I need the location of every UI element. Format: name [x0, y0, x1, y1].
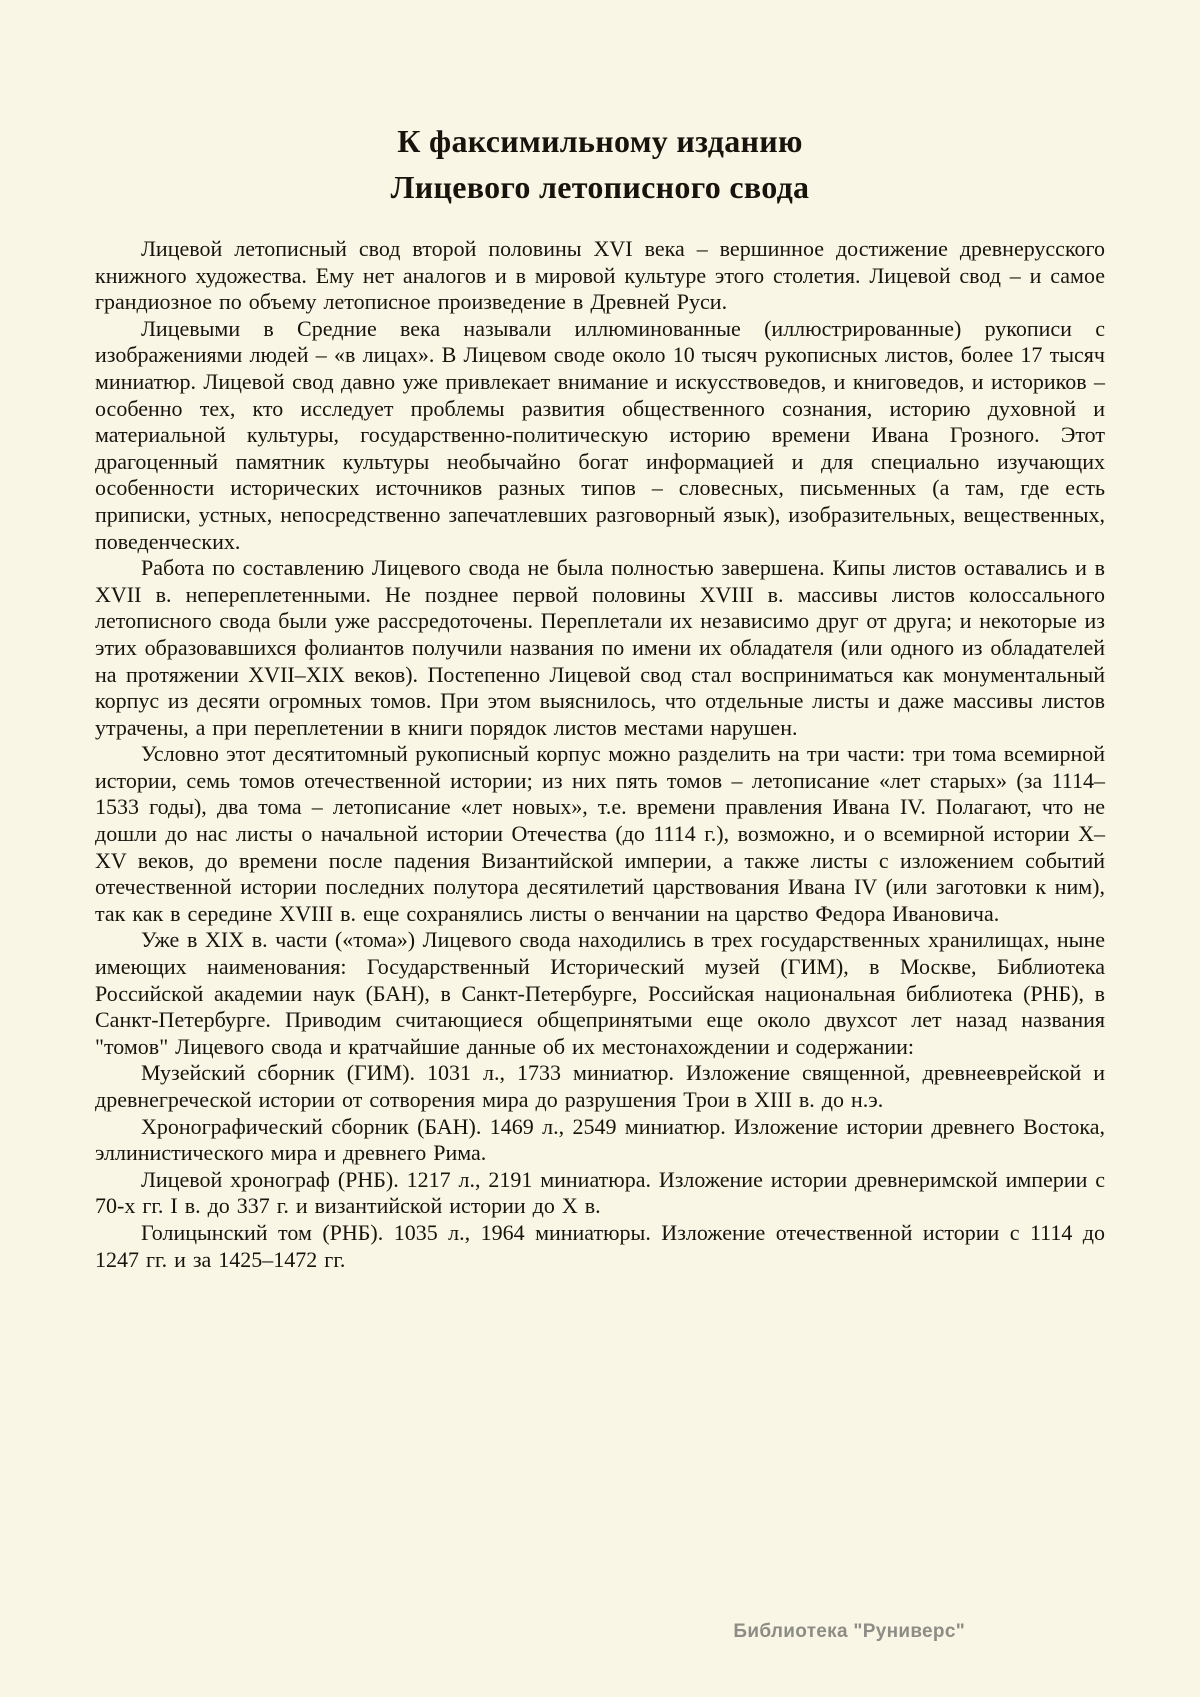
paragraph-intro: Лицевой летописный свод второй половины XVI века – вершинное достижение древнерусского книжного художества. Ему нет аналогов и в мировой культуре этого столетия. Лицевой свод – и самое грандиозное по объему летописное произведение в Древней Руси. — [95, 236, 1105, 315]
paragraph-binding-history: Работа по составлению Лицевого свода не была полностью завершена. Кипы листов оставались и в XVII в. непереплетенными. Не позднее первой половины XVIII в. массивы листов колоссального летописного свода были уже рассредоточены. Переплетали их независимо друг от друга; и некоторые из этих образовавшихся фолиантов получили названия по имени их обладателя (или одного из обладателей на протяжении XVII–XIX веков). Постепенно Лицевой свод стал восприниматься как монументальный корпус из десяти огромных томов. При этом выяснилось, что отдельные листы и даже массивы листов утрачены, а при переплетении в книги порядок листов местами нарушен. — [95, 555, 1105, 740]
library-credit: Библиотека "Руниверс" — [733, 1621, 965, 1642]
paragraph-muzeysky-sbornik: Музейский сборник (ГИМ). 1031 л., 1733 миниатюр. Изложение священной, древнееврейской и древнегреческой истории от сотворения мира до разрушения Трои в XIII в. до н.э. — [95, 1060, 1105, 1112]
page-title — [0, 0, 1200, 210]
paragraph-litsevoy-khronograf: Лицевой хронограф (РНБ). 1217 л., 2191 миниатюра. Изложение истории древнеримской империи с 70-х гг. I в. до 337 г. и византийской истории до X в. — [95, 1166, 1105, 1219]
title-line-2: Лицевого летописного свода — [390, 169, 810, 205]
paragraph-litsevye-definition: Лицевыми в Средние века называли иллюминованные (иллюстрированные) рукописи с изображениями людей – «в лицах». В Лицевом своде около 10 тысяч рукописных листов, более 17 тысяч миниатюр. Лицевой свод давно уже привлекает внимание и искусствоведов, и книговедов, и историков – особенно тех, кто исследует проблемы развития общественного сознания, историю духовной и материальной культуры, государственно-политическую историю времени Ивана Грозного. Этот драгоценный памятник культуры необычайно богат информацией и для специально изучающих особенности исторических источников разных типов – словесных, письменных (а там, где есть приписки, устных, непосредственно запечатлевших разговорный язык), изобразительных, вещественных, поведенческих. — [95, 315, 1105, 554]
paragraph-repositories: Уже в XIX в. части («тома») Лицевого свода находились в трех государственных хранилищах, ныне имеющих наименования: Государственный Исторический музей (ГИМ), в Москве, Библиотека Российской академии наук (БАН), в Санкт-Петербурге, Российская национальная библиотека (РНБ), в Санкт-Петербурге. Приводим считающиеся общепринятыми еще около двухсот лет назад названия "томов" Лицевого свода и кратчайшие данные об их местонахождении и содержании: — [95, 927, 1105, 1059]
document-body — [95, 236, 1105, 1273]
paragraph-golitsynsky-tom: Голицынский том (РНБ). 1035 л., 1964 миниатюры. Изложение отечественной истории с 1114 до 1247 гг. и за 1425–1472 гг. — [95, 1219, 1105, 1272]
paragraph-ten-volumes: Условно этот десятитомный рукописный корпус можно разделить на три части: три тома всемирной истории, семь томов отечественной истории; из них пять томов – летописание «лет старых» (за 1114–1533 годы), два тома – летописание «лет новых», т.е. времени правления Ивана IV. Полагают, что не дошли до нас листы о начальной истории Отечества (до 1114 г.), возможно, и о всемирной истории X–XV веков, до времени после падения Византийской империи, а также листы с изложением событий отечественной истории последних полутора десятилетий царствования Ивана IV (или заготовки к ним), так как в середине XVIII в. еще сохранялись листы о венчании на царство Федора Ивановича. — [95, 741, 1105, 926]
paragraph-khronografichesky-sbornik: Хронографический сборник (БАН). 1469 л., 2549 миниатюр. Изложение истории древнего Востока, эллинистического мира и древнего Рима. — [95, 1113, 1105, 1166]
title-line-1: К факсимильному изданию — [397, 123, 803, 159]
